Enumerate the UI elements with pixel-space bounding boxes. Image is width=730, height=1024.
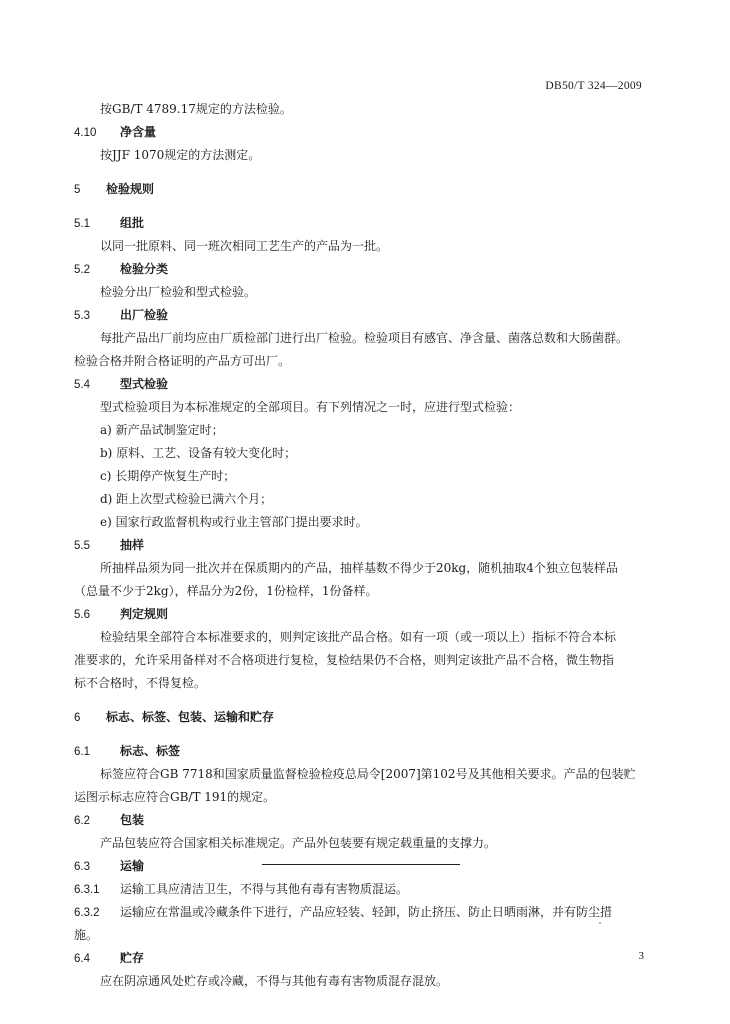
- standard-code: DB50/T 324—2009: [545, 80, 642, 92]
- list-item: d) 距上次型式检验已满六个月；: [100, 492, 273, 506]
- section-6-4-text: 应在阴凉通风处贮存或冷藏，不得与其他有毒有害物质混存混放。: [100, 974, 449, 988]
- section-5-3-heading: [74, 304, 654, 327]
- section-title: 包装: [120, 813, 145, 827]
- section-6-1-text-line1: 标签应符合GB 7718和国家质量监督检验检疫总局令[2007]第102号及其他相关要求。产品的包装贮: [100, 767, 636, 781]
- chapter-6-heading: [74, 706, 654, 729]
- section-6-1-heading: [74, 740, 654, 763]
- section-5-1-text: 以同一批原料、同一班次相同工艺生产的产品为一批。: [100, 239, 389, 253]
- section-6-2-text: 产品包装应符合国家相关标准规定。产品外包装要有规定载重量的支撑力。: [100, 836, 497, 850]
- section-number: 4.10: [74, 127, 97, 139]
- section-number: 5.4: [74, 379, 90, 391]
- section-number: 5.1: [74, 218, 90, 230]
- section-5-5-heading: [74, 534, 654, 557]
- section-5-6-text-line2: 准要求的，允许采用备样对不合格项进行复检，复检结果仍不合格，则判定该批产品不合格，微生物指: [74, 653, 615, 667]
- clause-text: 运输工具应清洁卫生，不得与其他有毒有害物质混运。: [120, 882, 409, 896]
- chapter-5-heading: [74, 178, 654, 201]
- section-number: 5.6: [74, 609, 90, 621]
- section-title: 检验分类: [120, 262, 169, 276]
- section-title: 贮存: [120, 951, 145, 965]
- clause-number: 6.3.2: [74, 907, 100, 919]
- chapter-title: 检验规则: [106, 182, 155, 196]
- section-title: 标志、标签: [120, 744, 181, 758]
- method-text-4-9: 按GB/T 4789.17规定的方法检验。: [100, 102, 292, 116]
- list-item: c) 长期停产恢复生产时；: [100, 469, 236, 483]
- section-5-2-text: 检验分出厂检验和型式检验。: [100, 285, 257, 299]
- clause-6-3-2-cont: 施。: [74, 928, 99, 942]
- section-title: 出厂检验: [120, 308, 169, 322]
- section-6-3-heading: [74, 855, 654, 878]
- section-5-4-heading: [74, 373, 654, 396]
- section-number: 6.1: [74, 746, 90, 758]
- section-5-1-heading: [74, 212, 654, 235]
- section-number: 6.2: [74, 815, 90, 827]
- section-5-4-text: 型式检验项目为本标准规定的全部项目。有下列情况之一时，应进行型式检验：: [100, 400, 521, 414]
- section-5-2-heading: [74, 258, 654, 281]
- section-6-1-text-line2: 运图示标志应符合GB/T 191的规定。: [74, 790, 276, 804]
- end-rule-divider: [262, 864, 460, 865]
- section-number: 5.2: [74, 264, 90, 276]
- section-6-4-heading: [74, 947, 654, 970]
- section-number: 5.5: [74, 540, 90, 552]
- section-title: 型式检验: [120, 377, 169, 391]
- scan-speck: [599, 922, 601, 924]
- section-5-5-text-line2: （总量不少于2kg），样品分为2份，1份检样，1份备样。: [74, 584, 378, 598]
- section-5-6-text-line1: 检验结果全部符合本标准要求的，则判定该批产品合格。如有一项（或一项以上）指标不符合本标: [100, 630, 617, 644]
- clause-text: 运输应在常温或冷藏条件下进行，产品应轻装、轻卸，防止挤压、防止日晒雨淋，并有防尘措: [120, 905, 613, 919]
- section-number: 6.4: [74, 953, 90, 965]
- chapter-number: 5: [74, 184, 81, 196]
- section-title: 判定规则: [120, 607, 169, 621]
- chapter-title: 标志、标签、包装、运输和贮存: [106, 710, 275, 724]
- document-body: [74, 98, 654, 993]
- section-5-3-text-line1: 每批产品出厂前均应由厂质检部门进行出厂检验。检验项目有感官、净含量、菌落总数和大肠菌群。: [100, 331, 629, 345]
- section-title: 净含量: [120, 125, 157, 139]
- section-4-10-text: 按JJF 1070规定的方法测定。: [100, 148, 261, 162]
- section-number: 5.3: [74, 310, 90, 322]
- section-6-2-heading: [74, 809, 654, 832]
- section-5-6-text-line3: 标不合格时，不得复检。: [74, 676, 207, 690]
- section-title: 组批: [120, 216, 145, 230]
- section-title: 抽样: [120, 538, 145, 552]
- list-item: b) 原料、工艺、设备有较大变化时；: [100, 446, 297, 460]
- section-5-3-text-line2: 检验合格并附合格证明的产品方可出厂。: [74, 354, 291, 368]
- page-number: 3: [638, 950, 644, 962]
- clause-6-3-1: [74, 878, 654, 901]
- list-item: a) 新产品试制鉴定时；: [100, 423, 224, 437]
- chapter-number: 6: [74, 712, 81, 724]
- section-number: 6.3: [74, 861, 90, 873]
- clause-6-3-2: [74, 901, 654, 924]
- section-title: 运输: [120, 859, 145, 873]
- section-4-10-heading: [74, 121, 654, 144]
- section-5-6-heading: [74, 603, 654, 626]
- list-item: e) 国家行政监督机构或行业主管部门提出要求时。: [100, 515, 368, 529]
- clause-number: 6.3.1: [74, 884, 100, 896]
- section-5-5-text-line1: 所抽样品须为同一批次并在保质期内的产品，抽样基数不得少于20kg，随机抽取4个独立包装样品: [100, 561, 618, 575]
